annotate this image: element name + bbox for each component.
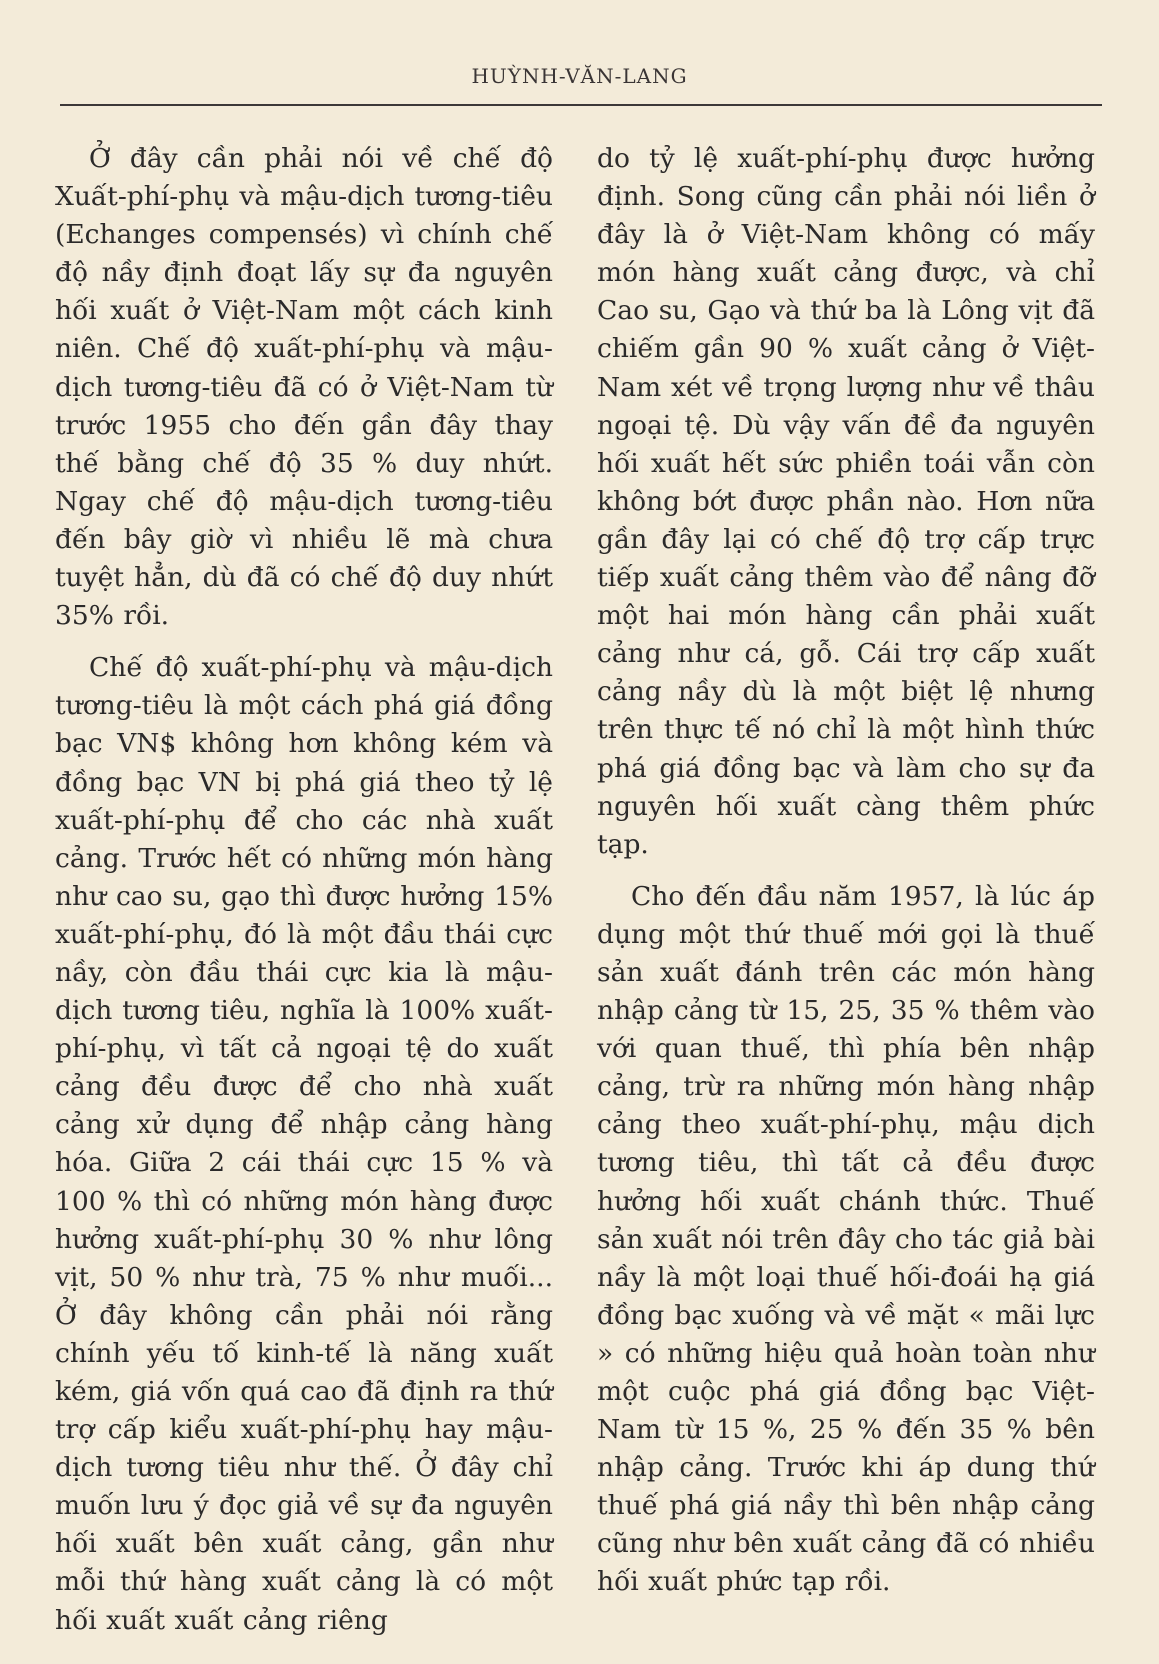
header-rule [60,104,1102,106]
running-header: HUỲNH-VĂN-LANG [471,64,688,88]
right-paragraph-1: do tỷ lệ xuất-phí-phụ được hưởng định. Song cũng cần phải nói liền ở đây là ở Việt-Nam không có mấy món hàng xuất cảng được, và chỉ Cao su, Gạo và thứ ba là Lông vịt đã chiếm gần 90 % xuất cảng ở Việt-Nam xét về trọng lượng như về thâu ngoại tệ. Dù vậy vấn đề đa nguyên hối xuất hết sức phiền toái vẫn còn không bớt được phần nào. Hơn nữa gần đây lại có chế độ trợ cấp trực tiếp xuất cảng thêm vào để nâng đỡ một hai món hàng cần phải xuất cảng như cá, gỗ. Cái trợ cấp xuất cảng nầy dù là một biệt lệ nhưng trên thực tế nó chỉ là một hình thức phá giá đồng bạc và làm cho sự đa nguyên hối xuất càng thêm phức tạp. [597,143,1095,860]
left-column [55,140,553,1640]
left-paragraph-1: Ở đây cần phải nói về chế độ Xuất-phí-phụ và mậu-dịch tương-tiêu (Echanges compensés) vì chính chế độ nầy định đoạt lấy sự đa nguyên hối xuất ở Việt-Nam một cách kinh niên. Chế độ xuất-phí-phụ và mậu-dịch tương-tiêu đã có ở Việt-Nam từ trước 1955 cho đến gần đây thay thế bằng chế độ 35 % duy nhứt. Ngay chế độ mậu-dịch tương-tiêu đến bây giờ vì nhiều lẽ mà chưa tuyệt hẳn, dù đã có chế độ duy nhứt 35% rồi. [55,143,553,632]
left-paragraph-2: Chế độ xuất-phí-phụ và mậu-dịch tương-tiêu là một cách phá giá đồng bạc VN$ không hơn không kém và đồng bạc VN bị phá giá theo tỷ lệ xuất-phí-phụ để cho các nhà xuất cảng. Trước hết có những món hàng như cao su, gạo thì được hưởng 15% xuất-phí-phụ, đó là một đầu thái cực nầy, còn đầu thái cực kia là mậu-dịch tương tiêu, nghĩa là 100% xuất-phí-phụ, vì tất cả ngoại tệ do xuất cảng đều được để cho nhà xuất cảng xử dụng để nhập cảng hàng hóa. Giữa 2 cái thái cực 15 % và 100 % thì có những món hàng được hưởng xuất-phí-phụ 30 % như lông vịt, 50 % như trà, 75 % như muối... Ở đây không cần phải nói rằng chính yếu tố kinh-tế là năng xuất kém, giá vốn quá cao đã định ra thứ trợ cấp kiểu xuất-phí-phụ hay mậu-dịch tương tiêu như thế. Ở đây chỉ muốn lưu ý đọc giả về sự đa nguyên hối xuất bên xuất cảng, gần như mỗi thứ hàng xuất cảng là có một hối xuất xuất cảng riêng [55,652,553,1636]
right-paragraph-2: Cho đến đầu năm 1957, là lúc áp dụng một thứ thuế mới gọi là thuế sản xuất đánh trên các món hàng nhập cảng từ 15, 25, 35 % thêm vào với quan thuế, thì phía bên nhập cảng, trừ ra những món hàng nhập cảng theo xuất-phí-phụ, mậu dịch tương tiêu, thì tất cả đều được hưởng hối xuất chánh thức. Thuế sản xuất nói trên đây cho tác giả bài nầy là một loại thuế hối-đoái hạ giá đồng bạc xuống và về mặt « mãi lực » có những hiệu quả hoàn toàn như một cuộc phá giá đồng bạc Việt-Nam từ 15 %, 25 % đến 35 % bên nhập cảng. Trước khi áp dung thứ thuế phá giá nầy thì bên nhập cảng cũng như bên xuất cảng đã có nhiều hối xuất phức tạp rồi. [597,880,1095,1598]
right-column [597,140,1095,1602]
